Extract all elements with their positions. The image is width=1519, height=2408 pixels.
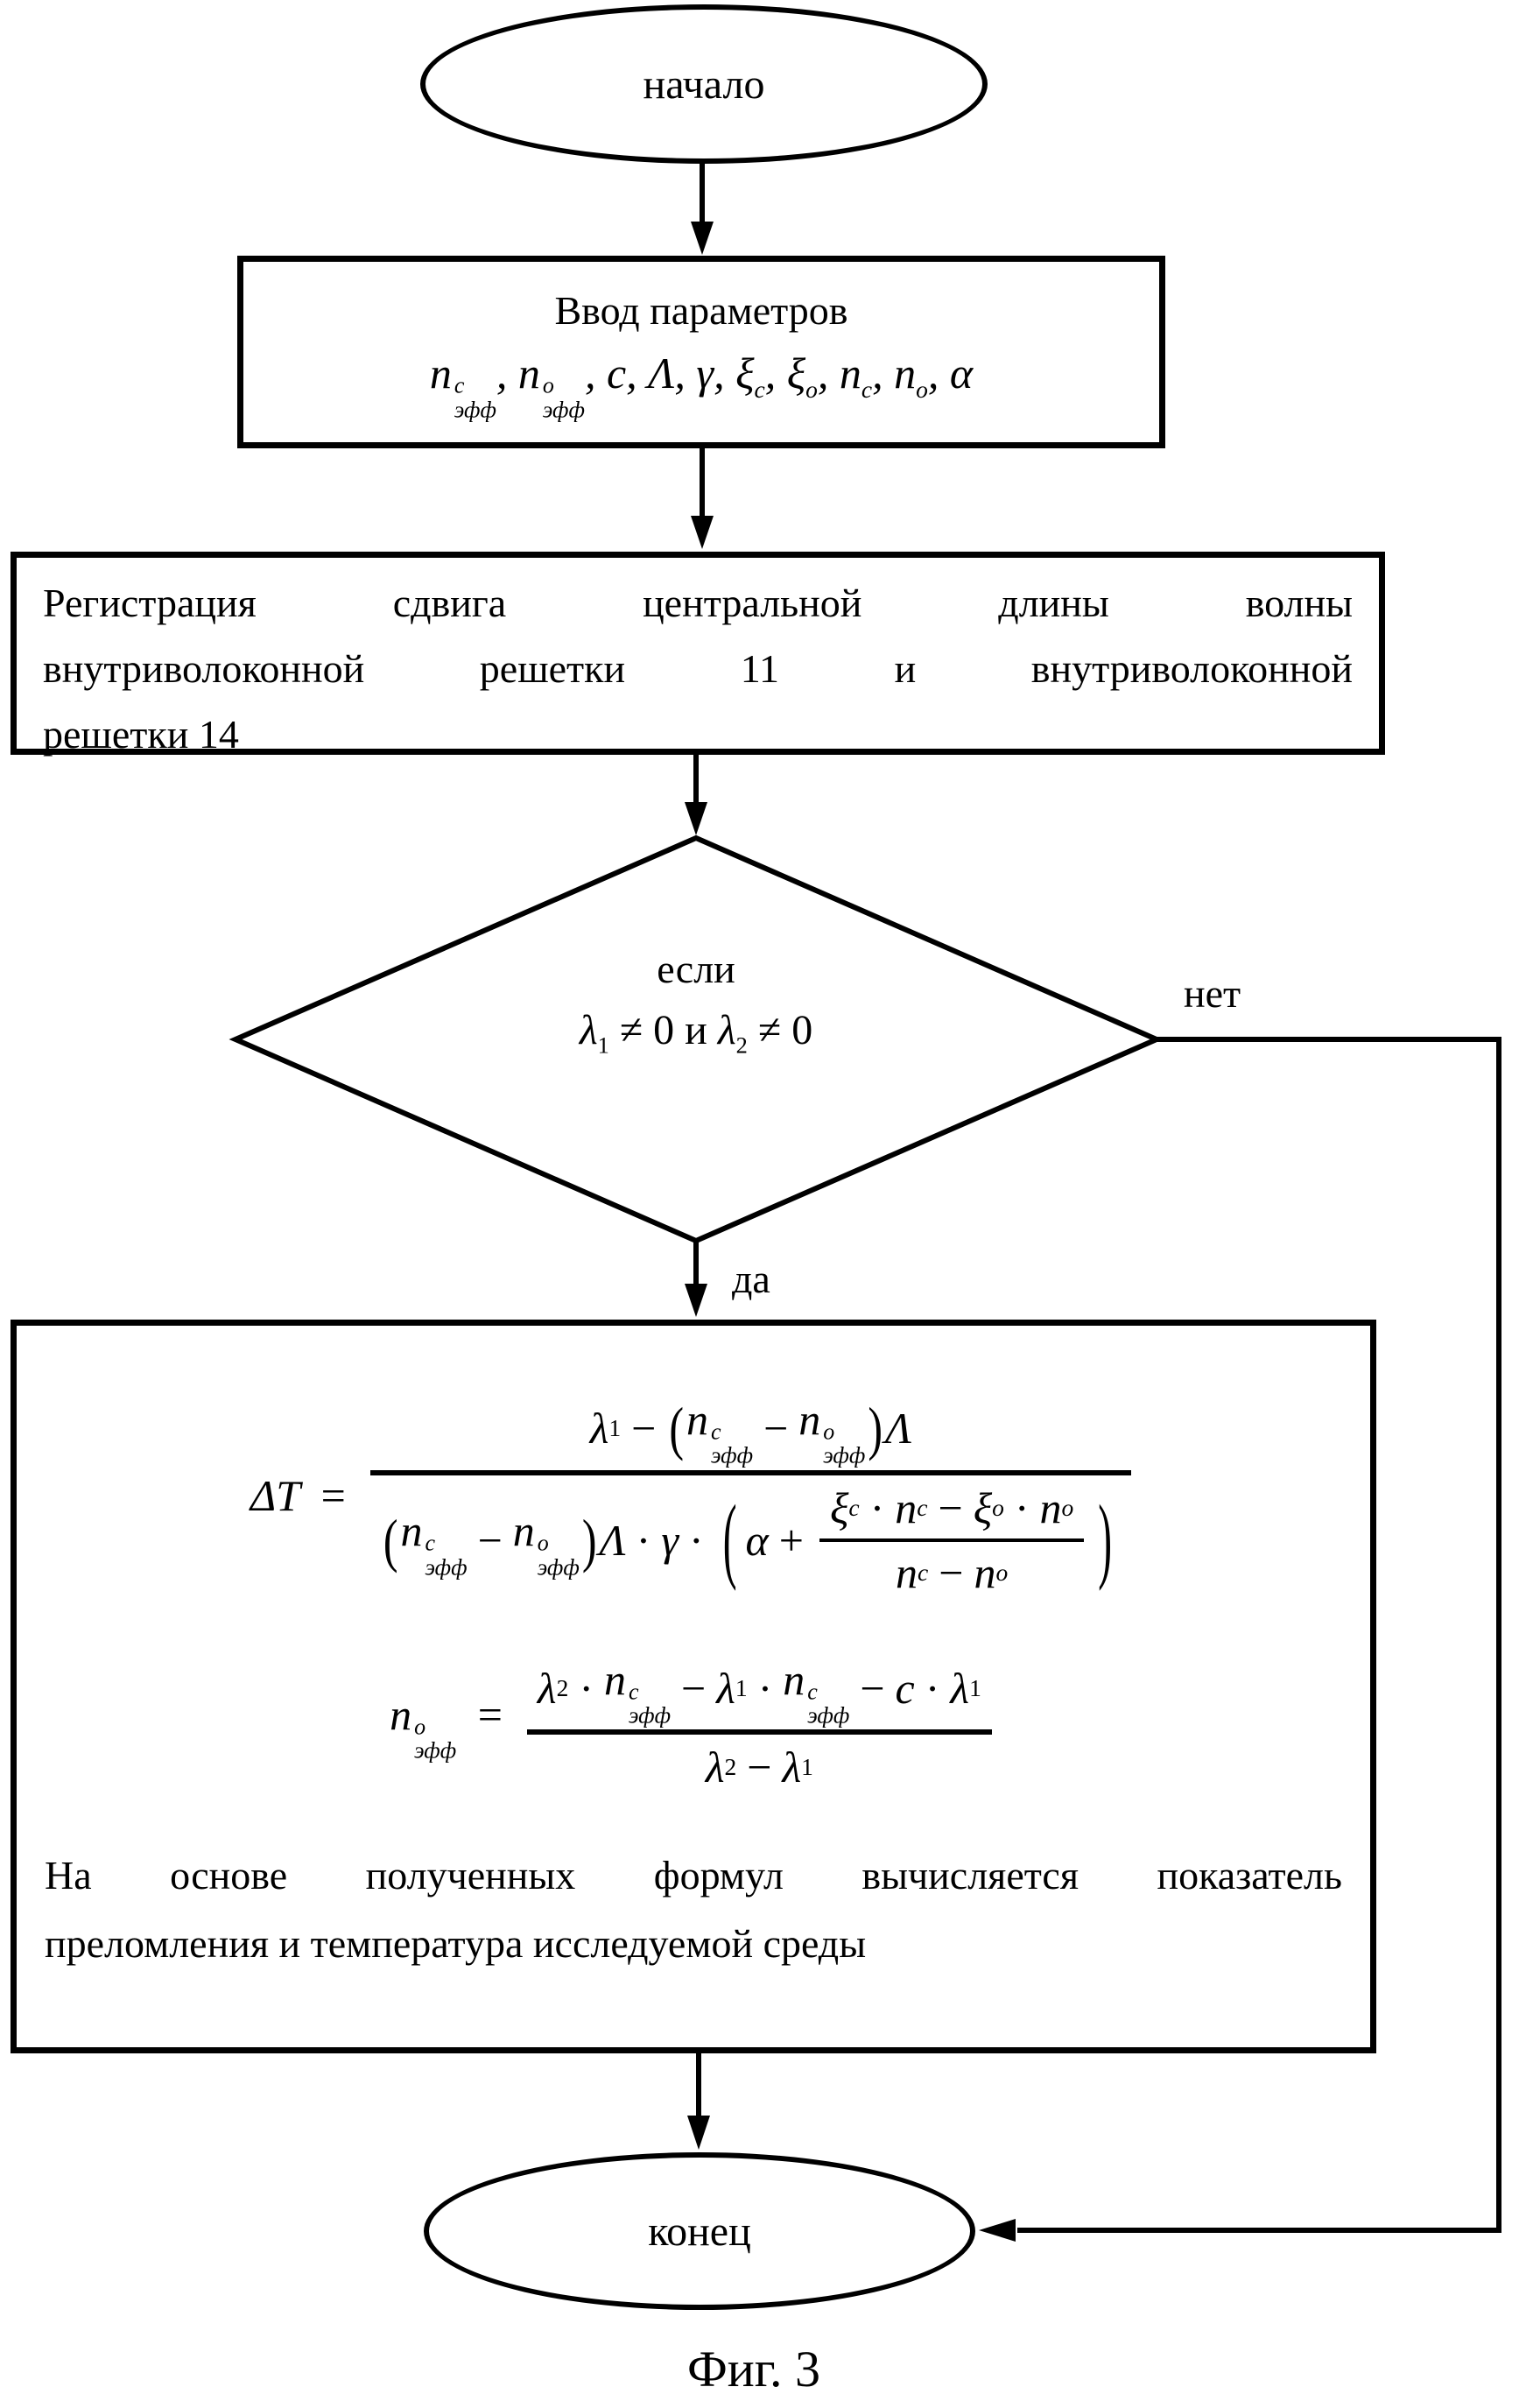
var-n: n [894,349,917,398]
var-n: n [686,1395,709,1444]
var-lambda: λ [579,1007,598,1053]
sub-eff: эфф [454,397,496,423]
n-eff-fraction [527,1654,992,1793]
n-eff-core-token [429,349,496,423]
big-paren-open: ( [722,1487,737,1593]
script-stack [538,1531,580,1580]
input-title: Ввод параметров [554,288,848,334]
separator: , [496,349,518,398]
op-plus: + [778,1515,804,1565]
op-minus: − [681,1663,707,1713]
separator: , [817,349,840,398]
formula-n-eff [17,1654,1370,1793]
var-xi: ξ [829,1482,849,1532]
var-n: n [603,1654,626,1704]
sub-eff: эфф [807,1702,850,1729]
sub-1: 1 [969,1673,981,1701]
register-shift-box [11,552,1385,755]
start-terminator [420,4,988,164]
var-n: n [512,1506,535,1556]
script-stack [711,1420,753,1468]
var-n: n [400,1506,423,1556]
op-minus: − [860,1663,885,1713]
compute-description [45,1841,1342,1978]
start-label: начало [643,60,765,108]
op-equals: = [477,1689,503,1739]
arrowhead-end-from-no [979,2219,1016,2242]
op-cdot: · [869,1482,885,1532]
var-lambda: λ [705,1743,725,1792]
compute-line-2: преломления и температура исследуемой среды [45,1921,867,1967]
n-eff-clad-token [512,1505,580,1581]
n-eff-core-token [400,1505,468,1581]
var-lambda: λ [782,1743,802,1792]
var-lambda: λ [717,1007,736,1053]
sub-c: c [848,1493,860,1521]
var-n: n [517,349,540,398]
sub-1: 1 [608,1414,622,1442]
arrowhead-decision [685,802,707,835]
op-cdot: · [636,1515,651,1565]
var-lambda: λ [589,1404,609,1454]
sub-2: 2 [556,1673,569,1701]
compute-box [11,1320,1376,2053]
xi-c-token [735,349,765,404]
n-o-token [894,349,928,404]
var-n: n [974,1547,996,1597]
var-lambda: λ [537,1663,557,1713]
sub-o: o [916,376,928,404]
decision-condition [433,1006,959,1060]
op-minus: − [938,1482,963,1532]
op-cdot: · [925,1663,940,1713]
sub-eff: эфф [542,397,585,423]
main-fraction [370,1394,1131,1598]
var-n: n [390,1689,412,1739]
n-eff-numerator [527,1654,992,1729]
n-eff-core-token [783,1654,850,1729]
var-n: n [783,1654,805,1704]
sub-c: c [917,1493,928,1521]
inner-fraction [819,1482,1084,1598]
fraction-numerator [580,1394,922,1469]
script-stack [823,1420,865,1468]
n-eff-clad-token [390,1689,457,1764]
formula-delta-t [17,1394,1370,1598]
params-end: , α [927,349,974,398]
var-n: n [839,349,861,398]
var-alpha: α [745,1515,769,1565]
script-stack [454,374,496,422]
arrowhead-compute [685,1284,707,1317]
register-line-3: решетки 14 [43,712,239,757]
n-eff-core-token [603,1654,672,1729]
sup-o: o [542,372,554,398]
decision-label [433,946,959,1060]
sub-eff: эфф [425,1554,468,1581]
var-xi: ξ [786,349,806,398]
sup-c: c [807,1679,818,1705]
sub-2: 2 [735,1031,748,1059]
sub-1: 1 [597,1031,609,1059]
inner-fraction-bar [819,1538,1084,1542]
sub-eff: эфф [823,1443,866,1469]
compute-line-1: На основе полученных формул вычисляется показатель [45,1853,1342,1898]
inner-numerator [819,1482,1084,1533]
condition-end: ≠ 0 [757,1007,813,1053]
script-stack [414,1714,456,1763]
var-delta-t: ΔT [250,1471,300,1521]
op-cdot: · [757,1663,773,1713]
var-gamma: γ [661,1515,679,1565]
op-cdot: · [689,1515,704,1565]
paren-close: ) [868,1395,883,1462]
op-cdot: · [1014,1482,1030,1532]
decision-keyword: если [657,947,735,991]
op-minus: − [939,1547,964,1597]
script-stack [425,1531,468,1580]
arrowhead-end [687,2116,710,2150]
sub-c: c [861,376,873,404]
script-stack [807,1679,849,1728]
sub-c: c [918,1558,929,1586]
var-xi: ξ [735,349,755,398]
figure-caption: Фиг. 3 [686,2341,821,2397]
delta-t-lhs [250,1470,356,1521]
end-label: конец [648,2207,751,2255]
var-n: n [798,1395,821,1444]
n-eff-core-token [686,1394,754,1469]
op-minus: − [747,1743,772,1792]
fraction-bar [370,1470,1131,1475]
op-equals: = [320,1471,346,1521]
var-c: c [895,1663,915,1713]
var-lambda: λ [716,1663,735,1713]
paren-open: ( [383,1506,398,1574]
var-lambda: λ [950,1663,970,1713]
sub-eff: эфф [414,1737,457,1764]
n-c-token [839,349,873,404]
separator: , [872,349,895,398]
params-middle: , c, Λ, γ, [584,349,736,398]
var-n: n [895,1482,918,1532]
separator: , [764,349,787,398]
big-paren-close: ) [1098,1487,1113,1593]
op-cdot: · [579,1663,594,1713]
var-n: n [896,1547,918,1597]
register-line-2: внутриволоконной решетки 11 и внутриволоконной [43,646,1353,691]
op-minus: − [477,1515,503,1565]
branch-no-label: нет [1184,971,1241,1016]
script-stack [629,1679,671,1728]
sup-c: c [711,1419,721,1445]
condition-middle: ≠ 0 и [619,1007,707,1053]
sub-eff: эфф [711,1443,754,1469]
op-minus: − [763,1404,789,1454]
var-Lambda: Λ [884,1404,912,1454]
sup-o: o [537,1531,549,1557]
sub-c: c [754,376,765,404]
sup-c: c [454,372,465,398]
var-Lambda: Λ [599,1515,626,1565]
n-eff-lhs [390,1689,513,1764]
sub-1: 1 [801,1753,813,1781]
branch-yes-label: да [732,1257,770,1301]
var-n: n [429,349,452,398]
sup-c: c [628,1679,639,1705]
sub-o: o [992,1493,1004,1521]
sub-o: o [805,376,818,404]
paren-open: ( [669,1395,685,1462]
sub-1: 1 [735,1673,748,1701]
var-xi: ξ [973,1482,993,1532]
register-line-1: Регистрация сдвига центральной длины волны [43,581,1353,625]
n-eff-denominator [695,1742,824,1792]
script-stack [543,374,585,422]
var-n: n [1039,1482,1062,1532]
op-minus: − [631,1404,657,1454]
sub-eff: эфф [628,1702,672,1729]
arrowhead-input [691,222,714,255]
arrowhead-register [691,516,714,549]
input-parameters-box [237,256,1165,448]
sub-eff: эфф [537,1554,580,1581]
sub-o: o [995,1558,1009,1586]
end-terminator [424,2152,975,2310]
n-eff-clad-token [798,1394,866,1469]
sub-o: o [1061,1493,1074,1521]
sup-o: o [823,1419,835,1445]
input-parameter-list [429,348,974,423]
fraction-bar [527,1729,992,1735]
paren-close: ) [581,1506,597,1574]
xi-o-token [786,349,818,404]
inner-denominator [885,1547,1018,1598]
n-eff-clad-token [517,349,585,423]
sup-c: c [425,1531,436,1557]
fraction-denominator [370,1482,1131,1598]
sub-2: 2 [724,1753,737,1781]
sup-o: o [414,1714,426,1740]
